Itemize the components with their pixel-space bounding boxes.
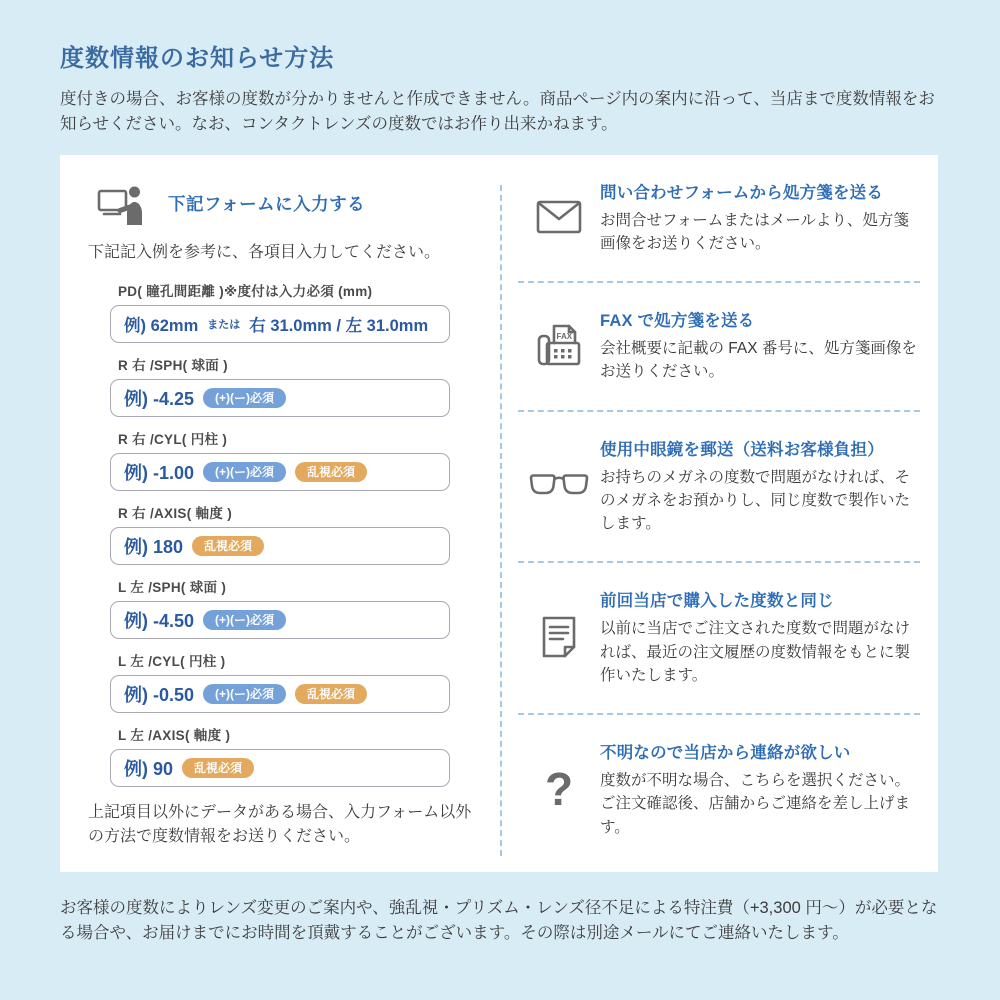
method-body: お問合せフォームまたはメールより、処方箋画像をお送りください。 [600,211,909,252]
field-example-box [110,305,450,343]
plus-minus-required-badge: (+)(ー)必須 [203,610,286,630]
page-title: 度数情報のお知らせ方法 [60,45,335,72]
field-example: 例) -4.50 [124,610,195,631]
field-example-box [110,527,450,565]
method-title: FAX で処方箋を送る [600,312,755,330]
envelope-icon [518,199,600,235]
field-r-cyl [86,428,478,491]
document-icon [518,615,600,659]
field-example-alt: 右 31.0mm / 左 31.0mm [249,316,429,335]
method-unknown-contact [518,715,920,865]
question-mark-icon: ? [544,762,574,815]
method-title: 使用中眼鏡を郵送（送料お客様負担） [600,440,884,459]
field-pd [86,280,478,343]
form-input-section [60,155,500,872]
intro-text: 度付きの場合、お客様の度数が分かりませんと作成できません。商品ページ内の案内に沿って、当店まで度数情報をお知らせください。なお、コンタクトレンズの度数ではお作り出来かねます。 [60,90,935,133]
form-section-header [96,183,478,225]
field-example: 例) 62mm [124,316,199,335]
field-l-sph [86,576,478,639]
field-example-box [110,379,450,417]
form-section-title: 下記フォームに入力する [168,194,366,214]
field-example: 例) -4.25 [124,388,195,409]
field-example: 例) -1.00 [124,462,195,483]
method-title: 問い合わせフォームから処方箋を送る [600,183,884,202]
field-label: R 右 /SPH( 球面 ) [118,357,228,373]
plus-minus-required-badge: (+)(ー)必須 [203,684,286,704]
form-note: 上記項目以外にデータがある場合、入力フォーム以外の方法で度数情報をお送りください。 [88,803,472,846]
field-label: R 右 /AXIS( 軸度 ) [118,505,233,521]
plus-minus-required-badge: (+)(ー)必須 [203,388,286,408]
field-l-cyl [86,650,478,713]
method-fax [518,283,920,412]
form-instruction: 下記記入例を参考に、各項目入力してください。 [88,243,441,261]
astigmatism-required-badge: 乱視必須 [295,684,367,704]
method-body: お持ちのメガネの度数で問題がなければ、そのメガネをお預かりし、同じ度数で製作いたします。 [600,468,911,532]
method-body: 度数が不明な場合、こちらを選択ください。ご注文確認後、店舗からご連絡を差し上げます。 [600,772,911,836]
field-r-sph [86,354,478,417]
astigmatism-required-badge: 乱視必須 [192,536,264,556]
field-example-box [110,675,450,713]
field-example: 例) -0.50 [124,684,195,705]
field-label: L 左 /AXIS( 軸度 ) [118,727,231,743]
method-title: 不明なので当店から連絡が欲しい [600,744,851,762]
fax-icon [518,322,600,368]
field-example-box [110,453,450,491]
method-previous-order [518,563,920,715]
field-label: PD( 瞳孔間距離 )※度付は入力必須 (mm) [118,283,373,299]
field-example: 例) 90 [124,758,174,779]
field-l-axis [86,724,478,787]
field-example: 例) 180 [124,536,184,557]
field-label: R 右 /CYL( 円柱 ) [118,431,228,447]
field-label: L 左 /SPH( 球面 ) [118,579,227,595]
person-at-computer-icon [96,183,148,225]
plus-minus-required-badge: (+)(ー)必須 [203,462,286,482]
svg-text:FAX: FAX [556,332,573,342]
methods-card [60,155,938,872]
method-mail-glasses [518,412,920,564]
glasses-icon [518,472,600,498]
method-contact-form [518,155,920,284]
footer-note: お客様の度数によりレンズ変更のご案内や、強乱視・プリズム・レンズ径不足による特注費（+3,300 円〜）が必要となる場合や、お届けまでにお時間を頂戴することがございます。その際は別途メールにてご連絡いたします。 [60,898,938,943]
field-r-axis [86,502,478,565]
method-body: 以前に当店でご注文された度数で問題がなければ、最近の注文履歴の度数情報をもとに製作いたします。 [600,620,911,684]
astigmatism-required-badge: 乱視必須 [295,462,367,482]
other-methods-section [502,155,938,872]
field-example-box [110,749,450,787]
field-example-or: または [207,318,241,331]
field-label: L 左 /CYL( 円柱 ) [118,653,226,669]
method-title: 前回当店で購入した度数と同じ [600,592,834,611]
method-body: 会社概要に記載の FAX 番号に、処方箋画像をお送りください。 [600,340,917,381]
field-example-box [110,601,450,639]
astigmatism-required-badge: 乱視必須 [182,758,254,778]
